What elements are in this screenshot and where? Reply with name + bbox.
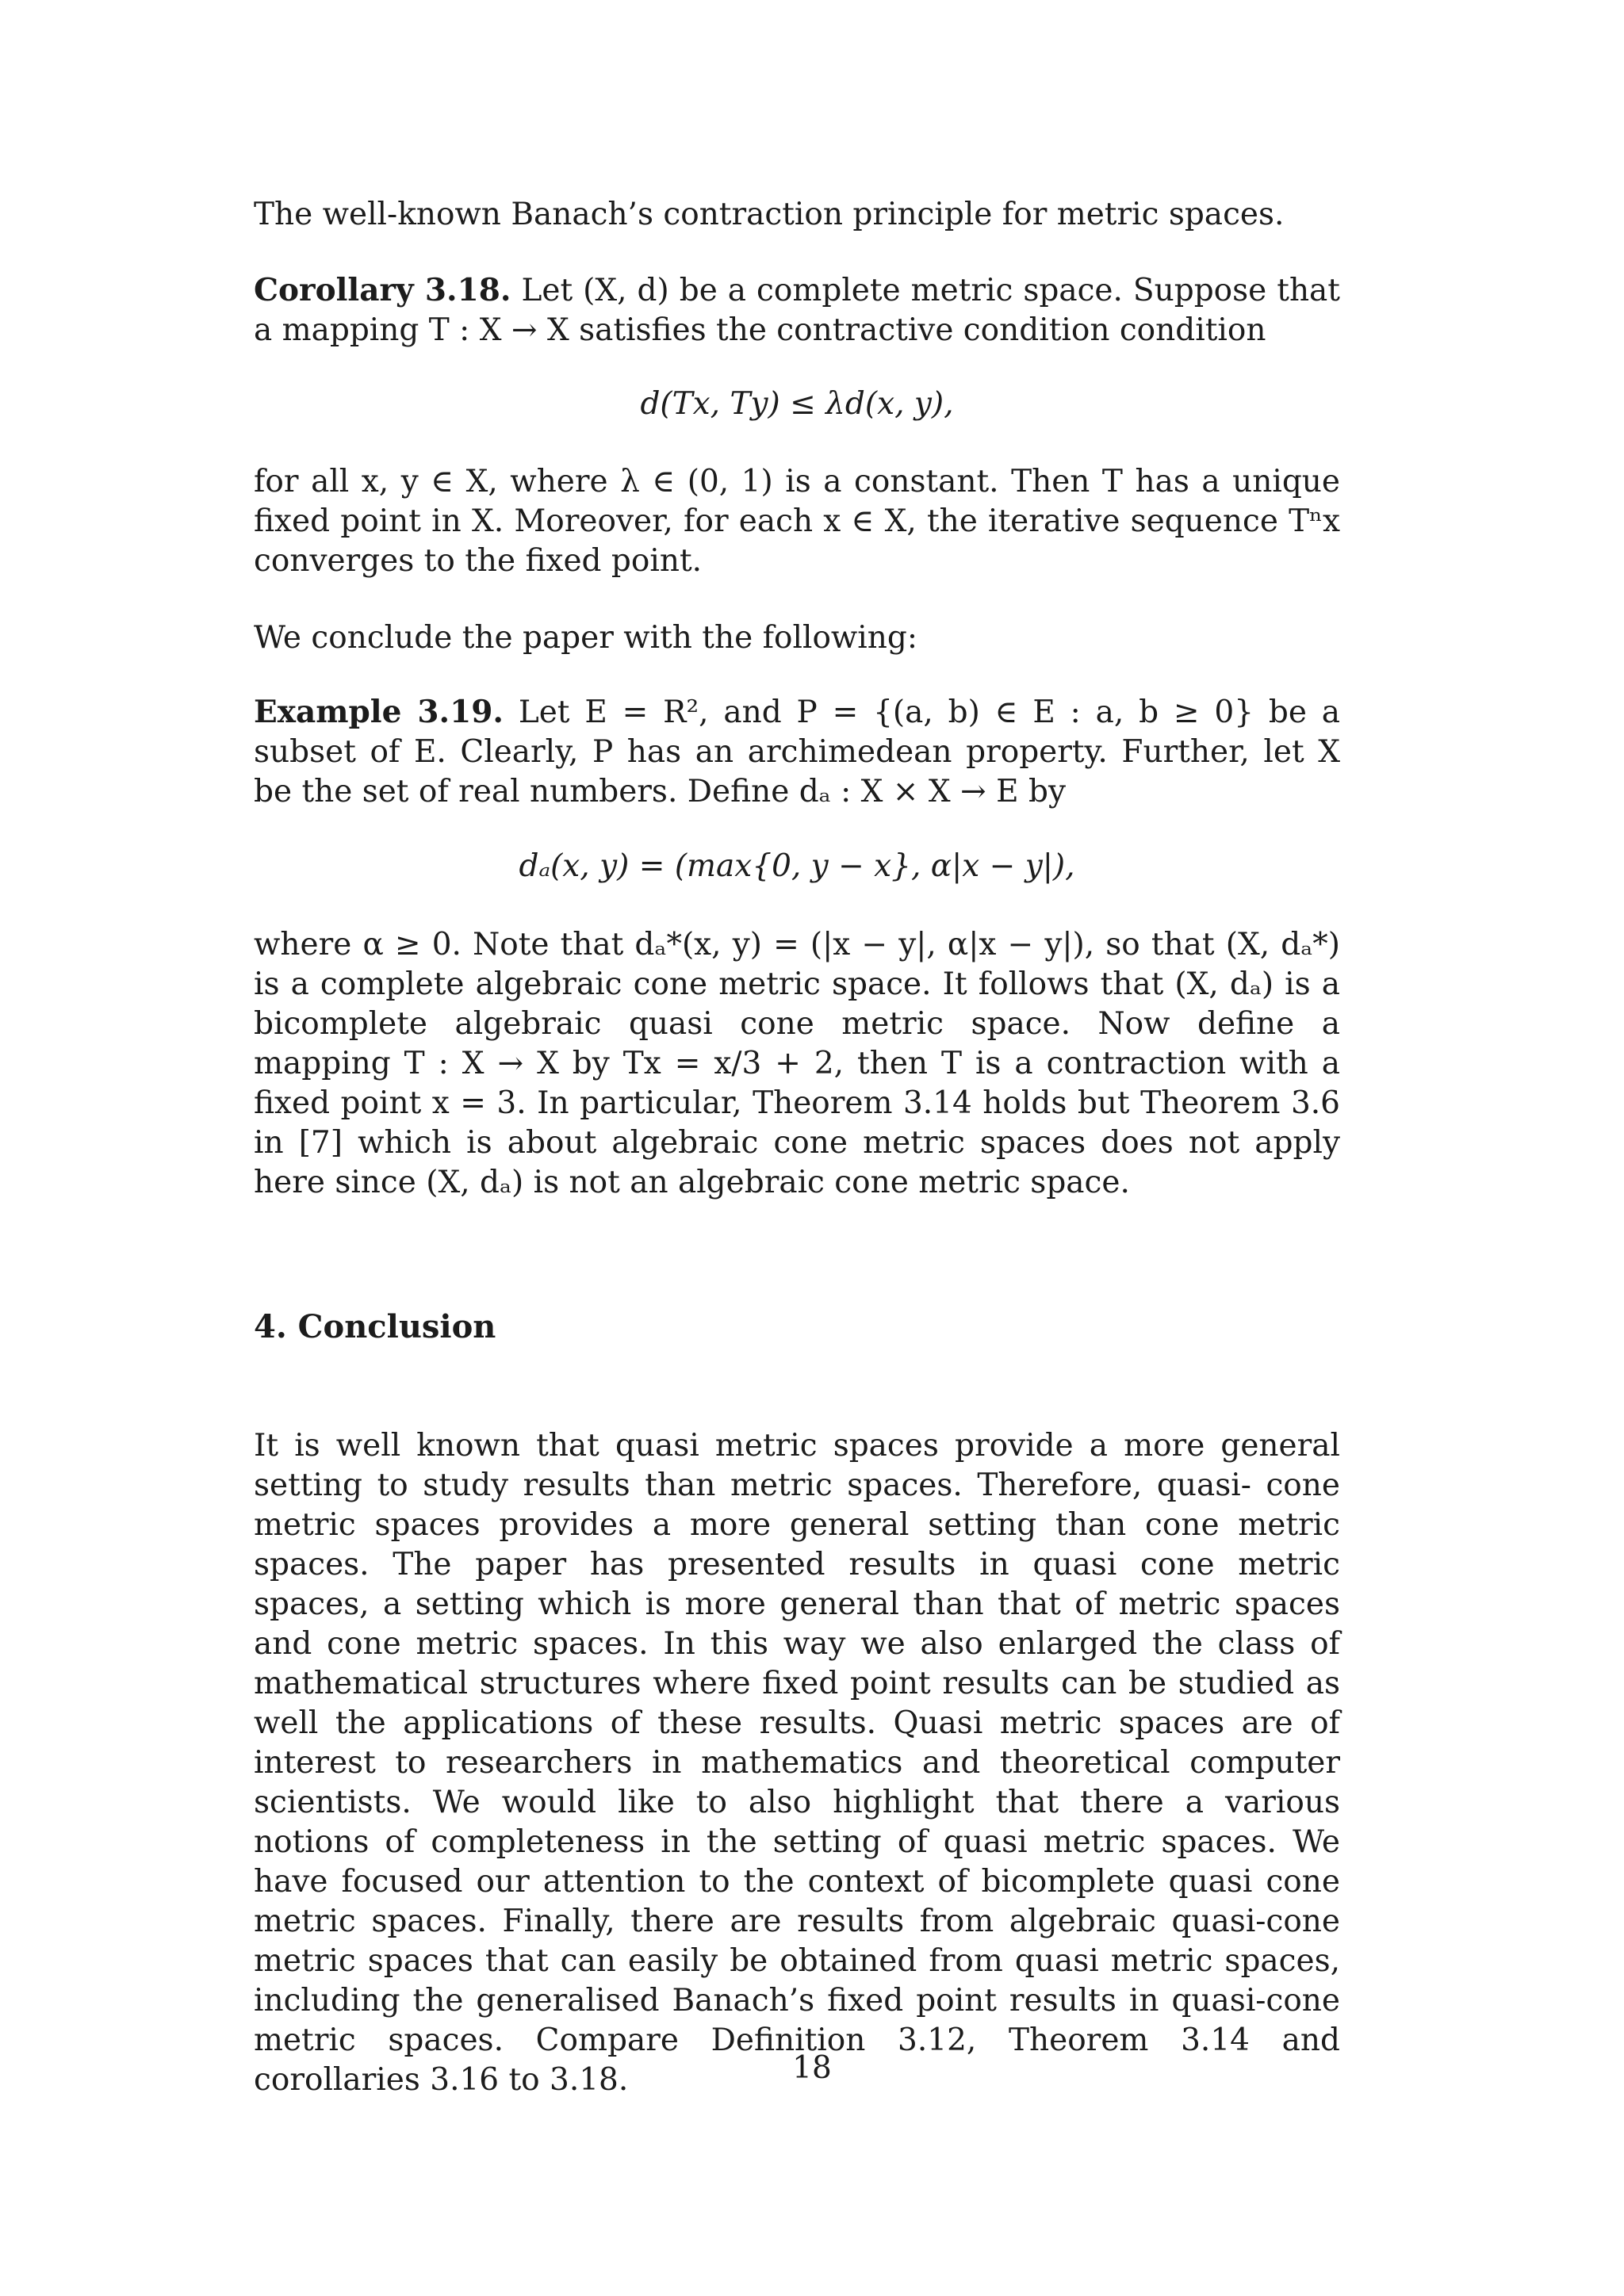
example-label: Example 3.19. (254, 694, 504, 730)
example-3-19 (254, 692, 1340, 812)
intro-text: The well-known Banach’s contraction principle for metric spaces. (254, 197, 1285, 232)
corollary-text: Let (X, d) be a complete metric space. Suppose that a mapping T : X → X satisfies the contractive condition condition (254, 273, 1340, 348)
example-text: Let E = R², and P = {(a, b) ∈ E : a, b ≥ 0} be a subset of E. Clearly, P has an archimedean property. Further, let X be the set of real numbers. Define dₐ : X × X → E by (254, 695, 1340, 809)
example-after-text: where α ≥ 0. Note that dₐ*(x, y) = (|x − y|, α|x − y|), so that (X, dₐ*) is a complete algebraic cone metric space. It follows that (X, dₐ) is a bicomplete algebraic quasi cone metric space. Now define a mapping T : X → X by Tx = x/3 + 2, then T is a contraction with a fixed point x = 3. In particular, Theorem 3.14 holds but Theorem 3.6 in [7] which is about algebraic cone metric spaces does not apply here since (X, dₐ) is not an algebraic cone metric space. (254, 927, 1340, 1200)
corollary-3-18 (254, 270, 1340, 350)
corollary-label: Corollary 3.18. (254, 272, 511, 308)
intro-paragraph (254, 195, 1340, 235)
page-number: 18 (792, 2050, 832, 2086)
conclude-text: We conclude the paper with the following: (254, 620, 917, 656)
conclude-paragraph (254, 618, 1340, 658)
conclusion-paragraph (254, 1426, 1340, 2100)
conclusion-text: It is well known that quasi metric spaces provide a more general setting to study results than metric spaces. Therefore, quasi- cone metric spaces provides a more general setting than cone metric spaces. The paper has presented results in quasi cone metric spaces, a setting which is more general than that of metric spaces and cone metric spaces. In this way we also enlarged the class of mathematical structures where fixed point results can be studied as well the applications of these results. Quasi metric spaces are of interest to researchers in mathematics and theoretical computer scientists. We would like to also highlight that there a various notions of completeness in the setting of quasi metric spaces. We have focused our attention to the context of bicomplete quasi cone metric spaces. Finally, there are results from algebraic quasi-cone metric spaces that can easily be obtained from quasi metric spaces, including the generalised Banach’s fixed point results in quasi-cone metric spaces. Compare Definition 3.12, Theorem 3.14 and corollaries 3.16 to 3.18. (254, 1428, 1340, 2098)
corollary-continuation (254, 462, 1340, 581)
corollary-equation: d(Tx, Ty) ≤ λd(x, y), (640, 386, 954, 422)
section-heading-conclusion: 4. Conclusion (254, 1308, 496, 1345)
example-equation: dₐ(x, y) = (max{0, y − x}, α|x − y|), (519, 848, 1075, 884)
example-continuation (254, 925, 1340, 1203)
corollary-after-text: for all x, y ∈ X, where λ ∈ (0, 1) is a constant. Then T has a unique fixed point in X. Moreover, for each x ∈ X, the iterative sequence Tⁿx converges to the fixed point. (254, 464, 1340, 579)
